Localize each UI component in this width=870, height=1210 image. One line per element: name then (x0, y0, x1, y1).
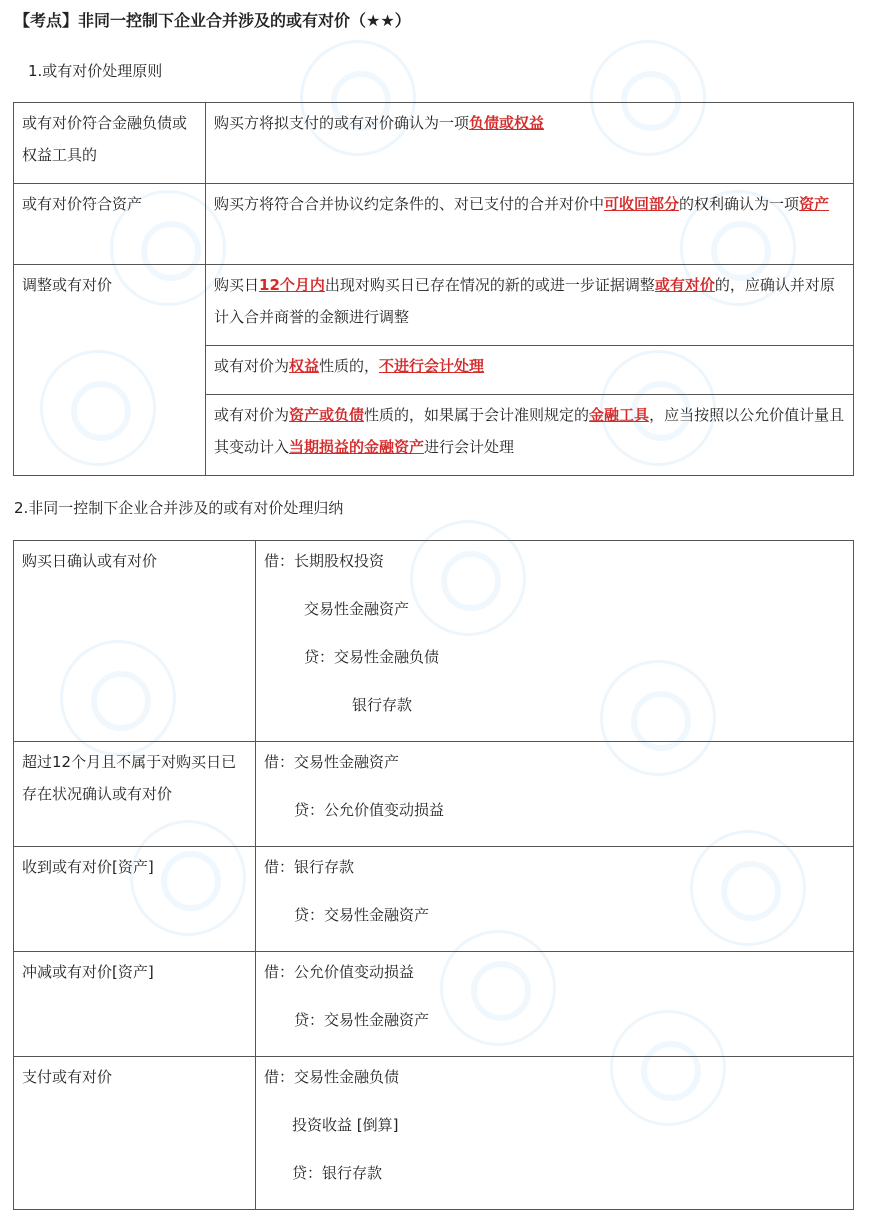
highlight-term: 资产或负债 (289, 406, 365, 424)
content-text: 出现对购买日已存在情况的新的或进一步证据调整 (324, 276, 655, 294)
journal-line: 贷：交易性金融负债 (304, 648, 440, 666)
highlight-term: 当期损益的金融资产 (289, 438, 425, 456)
journal-line: 借：长期股权投资 (264, 552, 385, 570)
journal-line: 投资收益 [倒算] (292, 1116, 399, 1134)
journal-entry (256, 1057, 854, 1210)
content-text: 的权利确认为一项 (679, 195, 800, 213)
principle-label: 或有对价符合金融负债或权益工具的 (14, 103, 206, 184)
highlight-term: 不进行会计处理 (379, 357, 485, 375)
journal-line: 借：公允价值变动损益 (264, 963, 415, 981)
journal-entry (256, 541, 854, 742)
highlight-term: 12个月内 (259, 276, 325, 294)
principle-label: 调整或有对价 (14, 265, 206, 476)
journal-line: 银行存款 (352, 696, 413, 714)
entries-table (13, 540, 854, 1210)
journal-line: 贷：交易性金融资产 (294, 1011, 430, 1029)
journal-entry (256, 952, 854, 1057)
principle-content (206, 346, 854, 395)
highlight-term: 权益 (289, 357, 320, 375)
highlight-term: 金融工具 (589, 406, 650, 424)
page-title: 【考点】非同一控制下企业合并涉及的或有对价（★★） (14, 11, 411, 30)
highlight-term: 或有对价 (654, 276, 715, 294)
content-text: 购买方将符合合并协议约定条件的、对已支付的合并对价中 (214, 195, 605, 213)
principle-label: 或有对价符合资产 (14, 184, 206, 265)
content-text: 购买方将拟支付的或有对价确认为一项 (214, 114, 470, 132)
content-text: 或有对价为 (214, 406, 290, 424)
highlight-term: 可收回部分 (604, 195, 680, 213)
principle-content (206, 184, 854, 265)
principle-content (206, 103, 854, 184)
section-2-heading: 2.非同一控制下企业合并涉及的或有对价处理归纳 (14, 499, 344, 517)
journal-line: 贷：公允价值变动损益 (294, 801, 445, 819)
content-text: 购买日 (214, 276, 260, 294)
principle-content (206, 395, 854, 476)
section-1-heading: 1.或有对价处理原则 (28, 62, 163, 80)
journal-line: 借：交易性金融资产 (264, 753, 400, 771)
entry-label: 超过12个月且不属于对购买日已存在状况确认或有对价 (14, 742, 256, 847)
entry-label: 支付或有对价 (14, 1057, 256, 1210)
entry-label: 购买日确认或有对价 (14, 541, 256, 742)
content-text: 或有对价为 (214, 357, 290, 375)
principles-table (13, 102, 854, 476)
journal-entry (256, 742, 854, 847)
content-text: 性质的，如果属于会计准则规定的 (364, 406, 590, 424)
highlight-term: 资产 (799, 195, 830, 213)
content-text: 性质的， (319, 357, 380, 375)
journal-line: 贷：银行存款 (292, 1164, 383, 1182)
entry-label: 冲减或有对价[资产] (14, 952, 256, 1057)
entry-label: 收到或有对价[资产] (14, 847, 256, 952)
content-text: ，应当按照以公允价值计量且其变动计入 (214, 406, 845, 456)
highlight-term: 负债或权益 (469, 114, 545, 132)
content-text: 进行会计处理 (424, 438, 515, 456)
journal-line: 借：交易性金融负债 (264, 1068, 400, 1086)
content-text: 的，应确认并对原计入合并商誉的金额进行调整 (214, 276, 835, 326)
journal-line: 贷：交易性金融资产 (294, 906, 430, 924)
journal-line: 借：银行存款 (264, 858, 355, 876)
principle-content (206, 265, 854, 346)
journal-line: 交易性金融资产 (304, 600, 410, 618)
journal-entry (256, 847, 854, 952)
